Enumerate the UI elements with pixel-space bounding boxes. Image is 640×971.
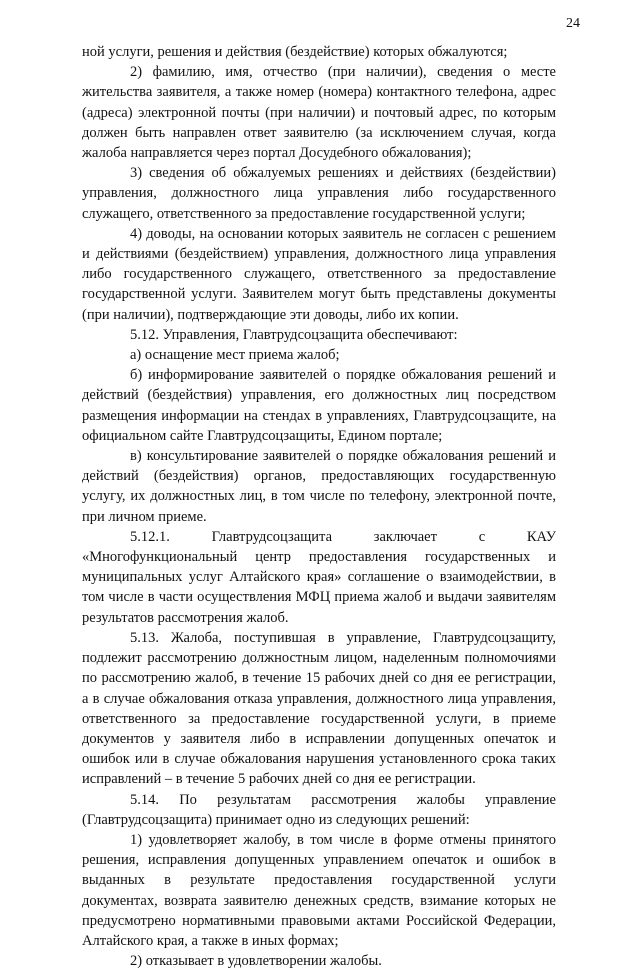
paragraph: 4) доводы, на основании которых заявитель не согласен с решением и действиями (бездействием) управления, должностного лица управления либо государственного служащего, ответственного за предоставление государственной услуги. Заявителем могут быть представлены документы (при наличии), подтверждающие эти доводы, либо их копии. (82, 225, 556, 323)
paragraph: 2) фамилию, имя, отчество (при наличии), сведения о месте жительства заявителя, а также номер (номера) контактного телефона, адрес (адреса) электронной почты (при наличии) и почтовый адрес, по которым должен быть направлен ответ заявителю (за исключением случая, когда жалоба направляется через портал Досудебного обжалования); (82, 64, 556, 162)
paragraph: а) оснащение мест приема жалоб; (130, 347, 340, 364)
paragraph: 3) сведения об обжалуемых решениях и действиях (бездействии) управления, должностного лица управления либо государственного служащего, ответственного за предоставление государственной услуги; (82, 165, 556, 222)
paragraph: 5.13. Жалоба, поступившая в управление, Главтрудсоцзащиту, подлежит рассмотрению должностным лицом, наделенным полномочиями по рассмотрению жалоб, в течение 15 рабочих дней со дня ее регистрации, а в случае обжалования отказа управления, должностного лица управления, ответственного за предоставление государственной услуги, в приеме документов у заявителя либо в исправлении допущенных опечаток и ошибок или в случае обжалования нарушения установленного срока таких исправлений – в течение 5 рабочих дней со дня ее регистрации. (82, 629, 556, 788)
paragraph: б) информирование заявителей о порядке обжалования решений и действий (бездействия) управления, его должностных лиц посредством размещения информации на стендах в управлениях, Главтрудсоцзащите, на официальном сайте Главтрудсоцзащиты, Едином портале; (82, 367, 556, 444)
paragraph: 5.12.1. Главтрудсоцзащита заключает с КАУ «Многофункциональный центр предоставления государственных и муниципальных услуг Алтайского края» соглашение о взаимодействии, в том числе в части осуществления МФЦ приема жалоб и выдачи заявителям результатов рассмотрения жалоб. (82, 528, 556, 626)
paragraph: в) консультирование заявителей о порядке обжалования решений и действий (бездействия) органов, предоставляющих государственную услугу, их должностных лиц, в том числе по телефону, электронной почте, при личном приеме. (82, 448, 556, 525)
section-heading: 5.12. Управления, Главтрудсоцзащита обеспечивают: (130, 326, 458, 343)
paragraph: 2) отказывает в удовлетворении жалобы. (130, 953, 382, 970)
paragraph: 5.14. По результатам рассмотрения жалобы управление (Главтрудсоцзащита) принимает одно из следующих решений: (82, 791, 556, 828)
page-number: 24 (566, 16, 580, 31)
paragraph: ной услуги, решения и действия (бездействие) которых обжалуются; (82, 44, 508, 60)
paragraph: 1) удовлетворяет жалобу, в том числе в форме отмены принятого решения, исправления допущенных управлением опечаток и ошибок в выданных в результате предоставления государственной услуги документах, возврата заявителю денежных средств, взимание которых не предусмотрено нормативными правовыми актами Российской Федерации, Алтайского края, а также в иных формах; (82, 831, 556, 949)
document-body (82, 42, 556, 971)
